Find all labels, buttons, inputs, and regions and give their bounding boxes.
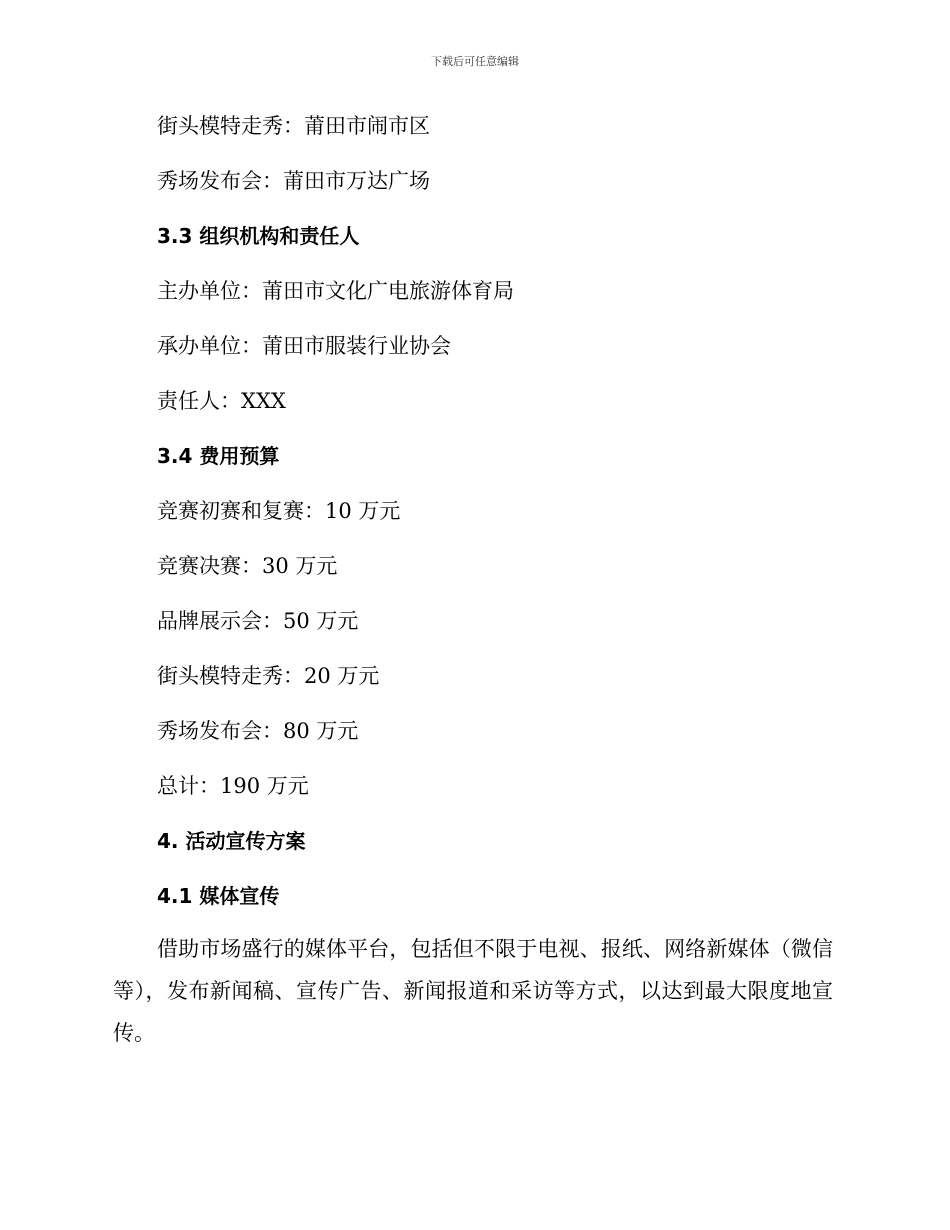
media-promotion-paragraph: 借助市场盛行的媒体平台，包括但不限于电视、报纸、网络新媒体（微信等），发布新闻稿、宣传广告、新闻报道和采访等方式，以达到最大限度地宣传。 <box>113 937 833 1045</box>
budget-launch-show: 秀场发布会：80 万元 <box>157 719 359 743</box>
budget-preliminary: 竞赛初赛和复赛：10 万元 <box>157 499 401 523</box>
section-heading-4-1: 4.1 媒体宣传 <box>157 884 280 908</box>
venue-launch-show: 秀场发布会：莆田市万达广场 <box>157 169 430 193</box>
budget-total: 总计：190 万元 <box>157 774 309 798</box>
budget-street-show: 街头模特走秀：20 万元 <box>157 664 380 688</box>
section-heading-4: 4. 活动宣传方案 <box>157 829 306 853</box>
responsible-person: 责任人：XXX <box>157 389 286 413</box>
budget-brand-show: 品牌展示会：50 万元 <box>157 609 359 633</box>
page-header: 下载后可任意编辑 <box>431 55 519 68</box>
budget-final: 竞赛决赛：30 万元 <box>157 554 338 578</box>
organizer-undertaker: 承办单位：莆田市服装行业协会 <box>157 334 451 358</box>
venue-street-show: 街头模特走秀：莆田市闹市区 <box>157 114 430 138</box>
section-heading-3-3: 3.3 组织机构和责任人 <box>157 224 360 248</box>
section-heading-3-4: 3.4 费用预算 <box>157 444 280 468</box>
organizer-host: 主办单位：莆田市文化广电旅游体育局 <box>157 279 514 303</box>
